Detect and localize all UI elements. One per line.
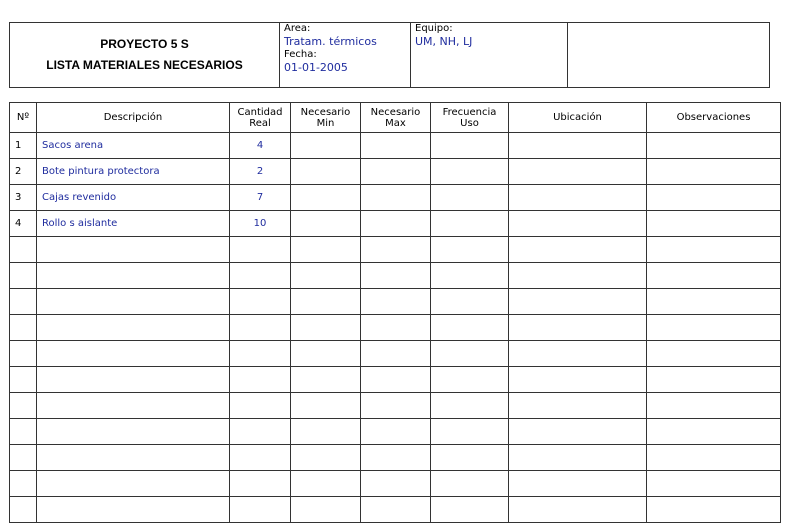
cell-ubicacion (509, 159, 647, 185)
cell-descripcion (37, 497, 230, 523)
table-row-empty (10, 263, 781, 289)
cell-observaciones (647, 341, 781, 367)
cell-frecuencia-uso (431, 159, 509, 185)
cell-observaciones (647, 237, 781, 263)
cell-ubicacion (509, 445, 647, 471)
cell-no (10, 497, 37, 523)
cell-descripcion (37, 263, 230, 289)
cell-necesario-max (361, 263, 431, 289)
cell-ubicacion (509, 289, 647, 315)
table-row (10, 159, 781, 185)
cell-observaciones (647, 315, 781, 341)
cell-no (10, 471, 37, 497)
cell-cantidad-real (230, 237, 291, 263)
cell-descripcion (37, 289, 230, 315)
table-row-empty (10, 497, 781, 523)
cell-observaciones (647, 471, 781, 497)
cell-frecuencia-uso (431, 133, 509, 159)
cell-frecuencia-uso (431, 367, 509, 393)
row-number: 3 (10, 185, 37, 211)
cell-observaciones (647, 211, 781, 237)
table-row-empty (10, 315, 781, 341)
cell-no (10, 289, 37, 315)
cell-cantidad-real (230, 289, 291, 315)
cell-necesario-max (361, 393, 431, 419)
fecha-value: 01-01-2005 (284, 61, 348, 74)
table-row-empty (10, 419, 781, 445)
cell-ubicacion (509, 393, 647, 419)
cell-descripcion (37, 393, 230, 419)
cell-necesario-min (291, 419, 361, 445)
cell-ubicacion (509, 341, 647, 367)
table-row (10, 211, 781, 237)
cell-necesario-max (361, 419, 431, 445)
table-row (10, 133, 781, 159)
cell-descripcion (37, 237, 230, 263)
cell-ubicacion (509, 185, 647, 211)
cell-necesario-max (361, 237, 431, 263)
cell-necesario-max (361, 471, 431, 497)
cell-cantidad-real (230, 341, 291, 367)
cell-necesario-min (291, 445, 361, 471)
cell-frecuencia-uso (431, 315, 509, 341)
cell-ubicacion (509, 263, 647, 289)
cell-ubicacion (509, 419, 647, 445)
cell-ubicacion (509, 497, 647, 523)
cell-descripcion (37, 471, 230, 497)
cell-cantidad-real (230, 445, 291, 471)
column-header-row (10, 103, 781, 133)
cell-necesario-min (291, 185, 361, 211)
cell-observaciones (647, 367, 781, 393)
cell-necesario-max (361, 211, 431, 237)
cell-descripcion (37, 367, 230, 393)
cell-necesario-max (361, 497, 431, 523)
cell-frecuencia-uso (431, 445, 509, 471)
row-description: Cajas revenido (37, 185, 230, 211)
cell-cantidad-real (230, 263, 291, 289)
cell-no (10, 445, 37, 471)
cell-frecuencia-uso (431, 185, 509, 211)
table-row-empty (10, 367, 781, 393)
cell-descripcion (37, 419, 230, 445)
cell-no (10, 341, 37, 367)
cell-no (10, 367, 37, 393)
cell-ubicacion (509, 367, 647, 393)
cell-necesario-min (291, 471, 361, 497)
cell-necesario-max (361, 159, 431, 185)
cell-necesario-min (291, 315, 361, 341)
area-value: Tratam. térmicos (284, 35, 377, 48)
cell-no (10, 237, 37, 263)
table-row-empty (10, 471, 781, 497)
cell-necesario-min (291, 159, 361, 185)
cell-cantidad-real (230, 419, 291, 445)
cell-frecuencia-uso (431, 419, 509, 445)
cell-cantidad-real (230, 367, 291, 393)
column-header-descripcion: Descripción (37, 103, 230, 133)
project-title: PROYECTO 5 S (100, 37, 189, 51)
cell-necesario-max (361, 315, 431, 341)
cell-ubicacion (509, 237, 647, 263)
cell-necesario-max (361, 367, 431, 393)
table-body (10, 133, 781, 523)
table-row-empty (10, 445, 781, 471)
cell-necesario-min (291, 341, 361, 367)
equipo-cell (411, 23, 568, 88)
cell-necesario-min (291, 289, 361, 315)
cell-ubicacion (509, 315, 647, 341)
cell-observaciones (647, 133, 781, 159)
cell-cantidad-real (230, 497, 291, 523)
cell-frecuencia-uso (431, 341, 509, 367)
cell-observaciones (647, 497, 781, 523)
cell-observaciones (647, 263, 781, 289)
row-description: Bote pintura protectora (37, 159, 230, 185)
materials-table (9, 102, 781, 523)
cell-necesario-min (291, 211, 361, 237)
cell-no (10, 263, 37, 289)
cell-necesario-min (291, 133, 361, 159)
cell-no (10, 393, 37, 419)
row-number: 2 (10, 159, 37, 185)
fecha-label: Fecha: (284, 49, 317, 60)
cell-necesario-max (361, 185, 431, 211)
cell-frecuencia-uso (431, 289, 509, 315)
cell-observaciones (647, 185, 781, 211)
cell-frecuencia-uso (431, 471, 509, 497)
area-label: Area: (284, 23, 311, 34)
table-row-empty (10, 237, 781, 263)
cell-necesario-max (361, 289, 431, 315)
row-description: Sacos arena (37, 133, 230, 159)
cell-descripcion (37, 341, 230, 367)
row-quantity: 4 (230, 133, 291, 159)
cell-ubicacion (509, 211, 647, 237)
cell-frecuencia-uso (431, 211, 509, 237)
equipo-value: UM, NH, LJ (415, 35, 473, 48)
cell-necesario-max (361, 341, 431, 367)
row-number: 1 (10, 133, 37, 159)
column-header-necesario-min: Necesario Min (291, 103, 361, 133)
row-quantity: 2 (230, 159, 291, 185)
cell-observaciones (647, 445, 781, 471)
cell-necesario-min (291, 497, 361, 523)
cell-frecuencia-uso (431, 393, 509, 419)
cell-descripcion (37, 445, 230, 471)
cell-frecuencia-uso (431, 497, 509, 523)
cell-observaciones (647, 393, 781, 419)
header-table (9, 22, 770, 88)
cell-no (10, 315, 37, 341)
table-row (10, 185, 781, 211)
cell-descripcion (37, 315, 230, 341)
cell-frecuencia-uso (431, 237, 509, 263)
row-quantity: 10 (230, 211, 291, 237)
cell-cantidad-real (230, 393, 291, 419)
column-header-necesario-max: Necesario Max (361, 103, 431, 133)
cell-necesario-min (291, 263, 361, 289)
blank-header-cell (568, 23, 770, 88)
column-header-cantidad-real: Cantidad Real (230, 103, 291, 133)
area-cell (280, 23, 411, 88)
cell-cantidad-real (230, 471, 291, 497)
cell-ubicacion (509, 133, 647, 159)
row-description: Rollo s aislante (37, 211, 230, 237)
cell-observaciones (647, 159, 781, 185)
cell-observaciones (647, 419, 781, 445)
cell-no (10, 419, 37, 445)
equipo-label: Equipo: (415, 23, 453, 34)
column-header-observaciones: Observaciones (647, 103, 781, 133)
list-title: LISTA MATERIALES NECESARIOS (46, 58, 243, 72)
column-header-ubicacion: Ubicación (509, 103, 647, 133)
cell-necesario-min (291, 393, 361, 419)
cell-frecuencia-uso (431, 263, 509, 289)
cell-necesario-max (361, 133, 431, 159)
row-number: 4 (10, 211, 37, 237)
row-quantity: 7 (230, 185, 291, 211)
column-header-no: Nº (10, 103, 37, 133)
cell-necesario-min (291, 367, 361, 393)
title-cell (10, 23, 280, 88)
column-header-frecuencia-uso: Frecuencia Uso (431, 103, 509, 133)
cell-cantidad-real (230, 315, 291, 341)
table-row-empty (10, 393, 781, 419)
table-row-empty (10, 289, 781, 315)
cell-necesario-max (361, 445, 431, 471)
cell-ubicacion (509, 471, 647, 497)
cell-necesario-min (291, 237, 361, 263)
cell-observaciones (647, 289, 781, 315)
table-row-empty (10, 341, 781, 367)
